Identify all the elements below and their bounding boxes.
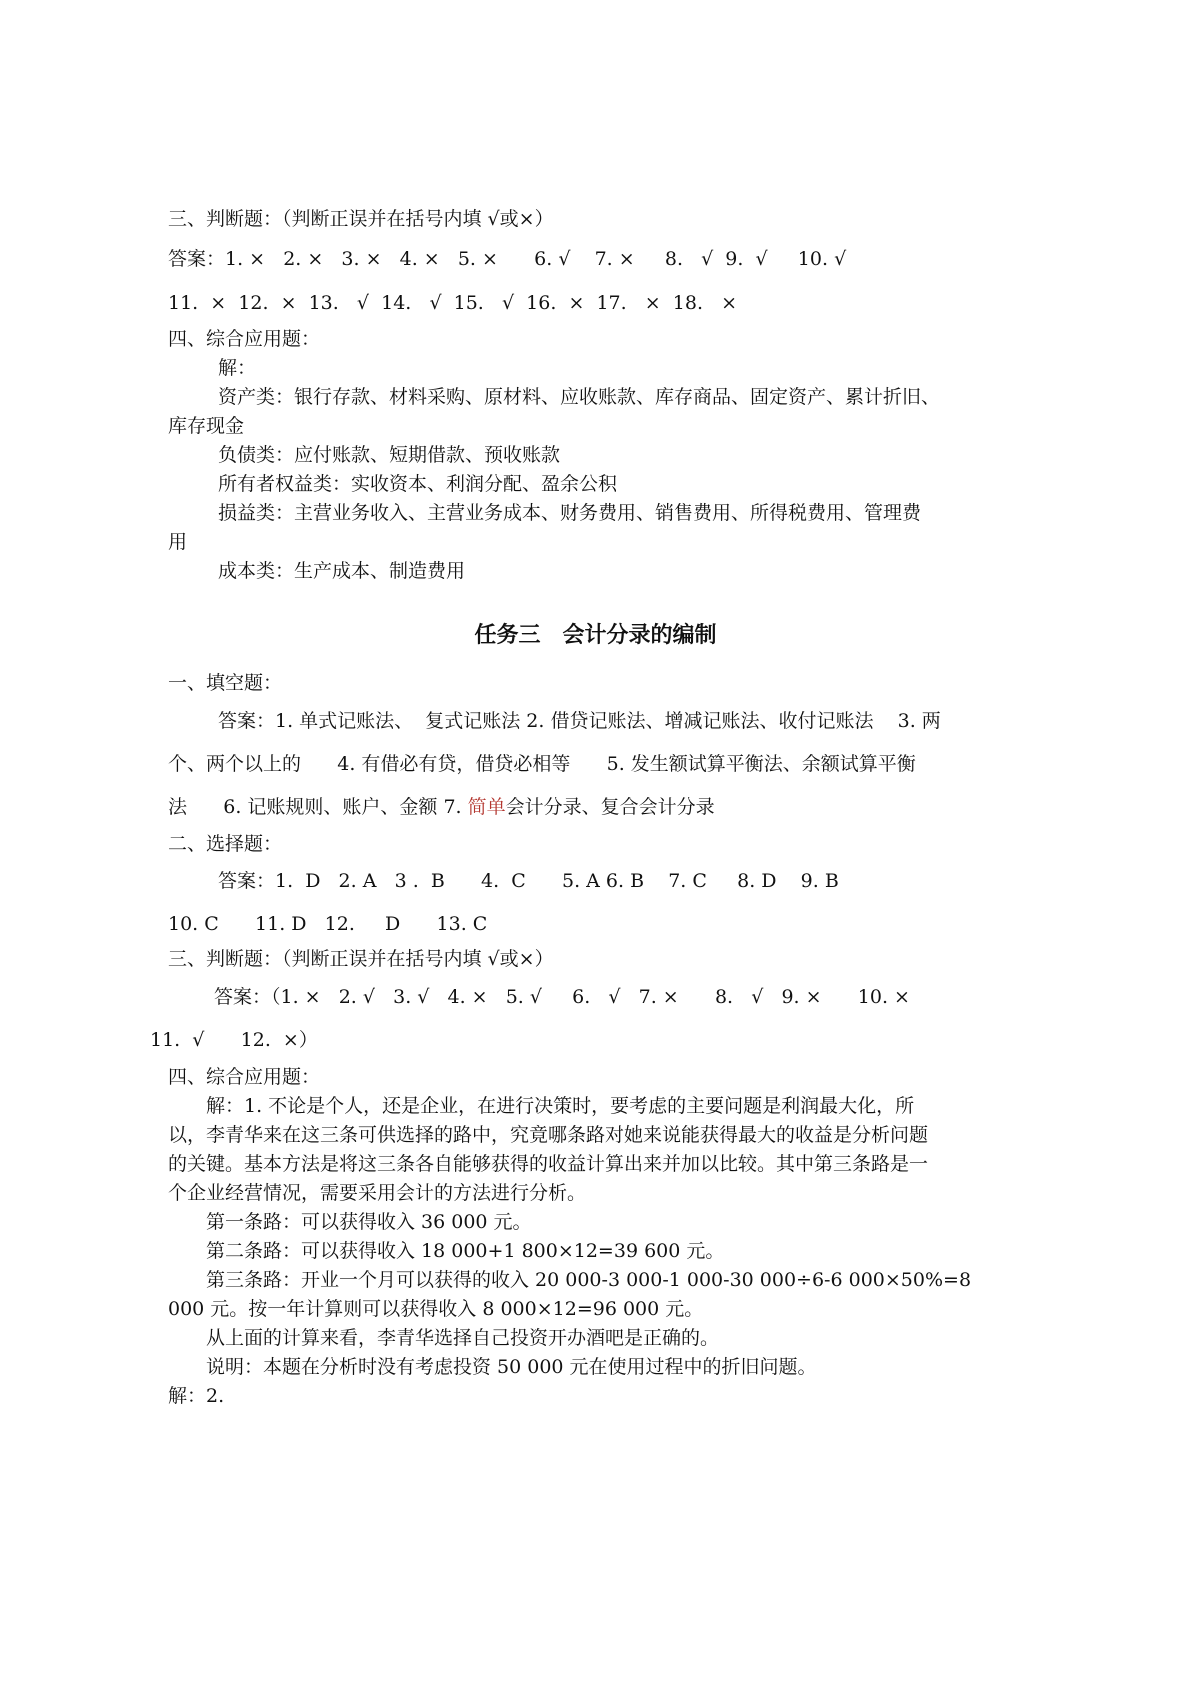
note: 说明：本题在分析时没有考虑投资 50 000 元在使用过程中的折旧问题。 (206, 1356, 817, 1378)
judge-heading: 三、判断题：（判断正误并在括号内填 √或×） (168, 208, 554, 230)
profit-loss-category-cont: 用 (168, 531, 188, 553)
liabilities-category: 负债类：应付账款、短期借款、预收账款 (218, 444, 561, 466)
apply-paragraph-line: 解：1. 不论是个人，还是企业，在进行决策时，要考虑的主要问题是利润最大化，所 (206, 1095, 915, 1117)
cost-category: 成本类：生产成本、制造费用 (218, 560, 466, 582)
fill-answer-highlight: 简单 (467, 796, 506, 818)
equity-category: 所有者权益类：实收资本、利润分配、盈余公积 (218, 473, 618, 495)
judge-answer-line: 答案：1. × 2. × 3. × 4. × 5. × 6. √ 7. × 8. √ 9. √ 10. √ (168, 248, 847, 270)
fill-heading: 一、填空题： (168, 672, 283, 694)
solution-two: 解：2. (168, 1385, 225, 1407)
apply-heading: 四、综合应用题： (168, 1066, 321, 1088)
conclusion: 从上面的计算来看，李青华选择自己投资开办酒吧是正确的。 (206, 1327, 720, 1349)
apply-paragraph-line: 的关键。基本方法是将这三条各自能够获得的收益计算出来并加以比较。其中第三条路是一 (168, 1153, 929, 1175)
judge-answer-line: 11. √ 12. ×） (150, 1029, 318, 1051)
judge-answer-line: 11. × 12. × 13. √ 14. √ 15. √ 16. × 17. × 18. × (168, 292, 738, 314)
choice-answer-line: 答案：1. D 2. A 3 . B 4. C 5. A 6. B 7. C 8. D 9. B (218, 870, 839, 892)
judge-heading: 三、判断题：（判断正误并在括号内填 √或×） (168, 948, 554, 970)
fill-answer-text: 会计分录、复合会计分录 (505, 796, 715, 818)
solution-label: 解： (218, 357, 257, 379)
fill-answer-line: 个、两个以上的 4. 有借必有贷，借贷必相等 5. 发生额试算平衡法、余额试算平衡 (168, 753, 916, 775)
assets-category-cont: 库存现金 (168, 415, 245, 437)
choice-answer-line: 10. C 11. D 12. D 13. C (168, 913, 488, 935)
section-title: 任务三 会计分录的编制 (474, 623, 717, 648)
choice-heading: 二、选择题： (168, 833, 283, 855)
profit-loss-category: 损益类：主营业务收入、主营业务成本、财务费用、销售费用、所得税费用、管理费 (218, 502, 922, 524)
fill-answer-line: 答案：1. 单式记账法、 复式记账法 2. 借贷记账法、增减记账法、收付记账法 3. 两 (218, 710, 941, 732)
apply-heading: 四、综合应用题： (168, 328, 321, 350)
assets-category: 资产类：银行存款、材料采购、原材料、应收账款、库存商品、固定资产、累计折旧、 (218, 386, 941, 408)
road-three-cont: 000 元。按一年计算则可以获得收入 8 000×12=96 000 元。 (168, 1298, 704, 1320)
fill-answer-line (168, 792, 715, 822)
apply-paragraph-line: 个企业经营情况，需要采用会计的方法进行分析。 (168, 1182, 587, 1204)
road-three: 第三条路：开业一个月可以获得的收入 20 000-3 000-1 000-30 000÷6-6 000×50%=8 (206, 1269, 972, 1291)
road-two: 第二条路：可以获得收入 18 000+1 800×12=39 600 元。 (206, 1240, 725, 1262)
apply-paragraph-line: 以，李青华来在这三条可供选择的路中，究竟哪条路对她来说能获得最大的收益是分析问题 (168, 1124, 929, 1146)
road-one: 第一条路：可以获得收入 36 000 元。 (206, 1211, 532, 1233)
fill-answer-text: 法 6. 记账规则、账户、金额 7. (168, 796, 468, 818)
judge-answer-line: 答案：（1. × 2. √ 3. √ 4. × 5. √ 6. √ 7. × 8. √ 9. × 10. × (214, 986, 910, 1008)
